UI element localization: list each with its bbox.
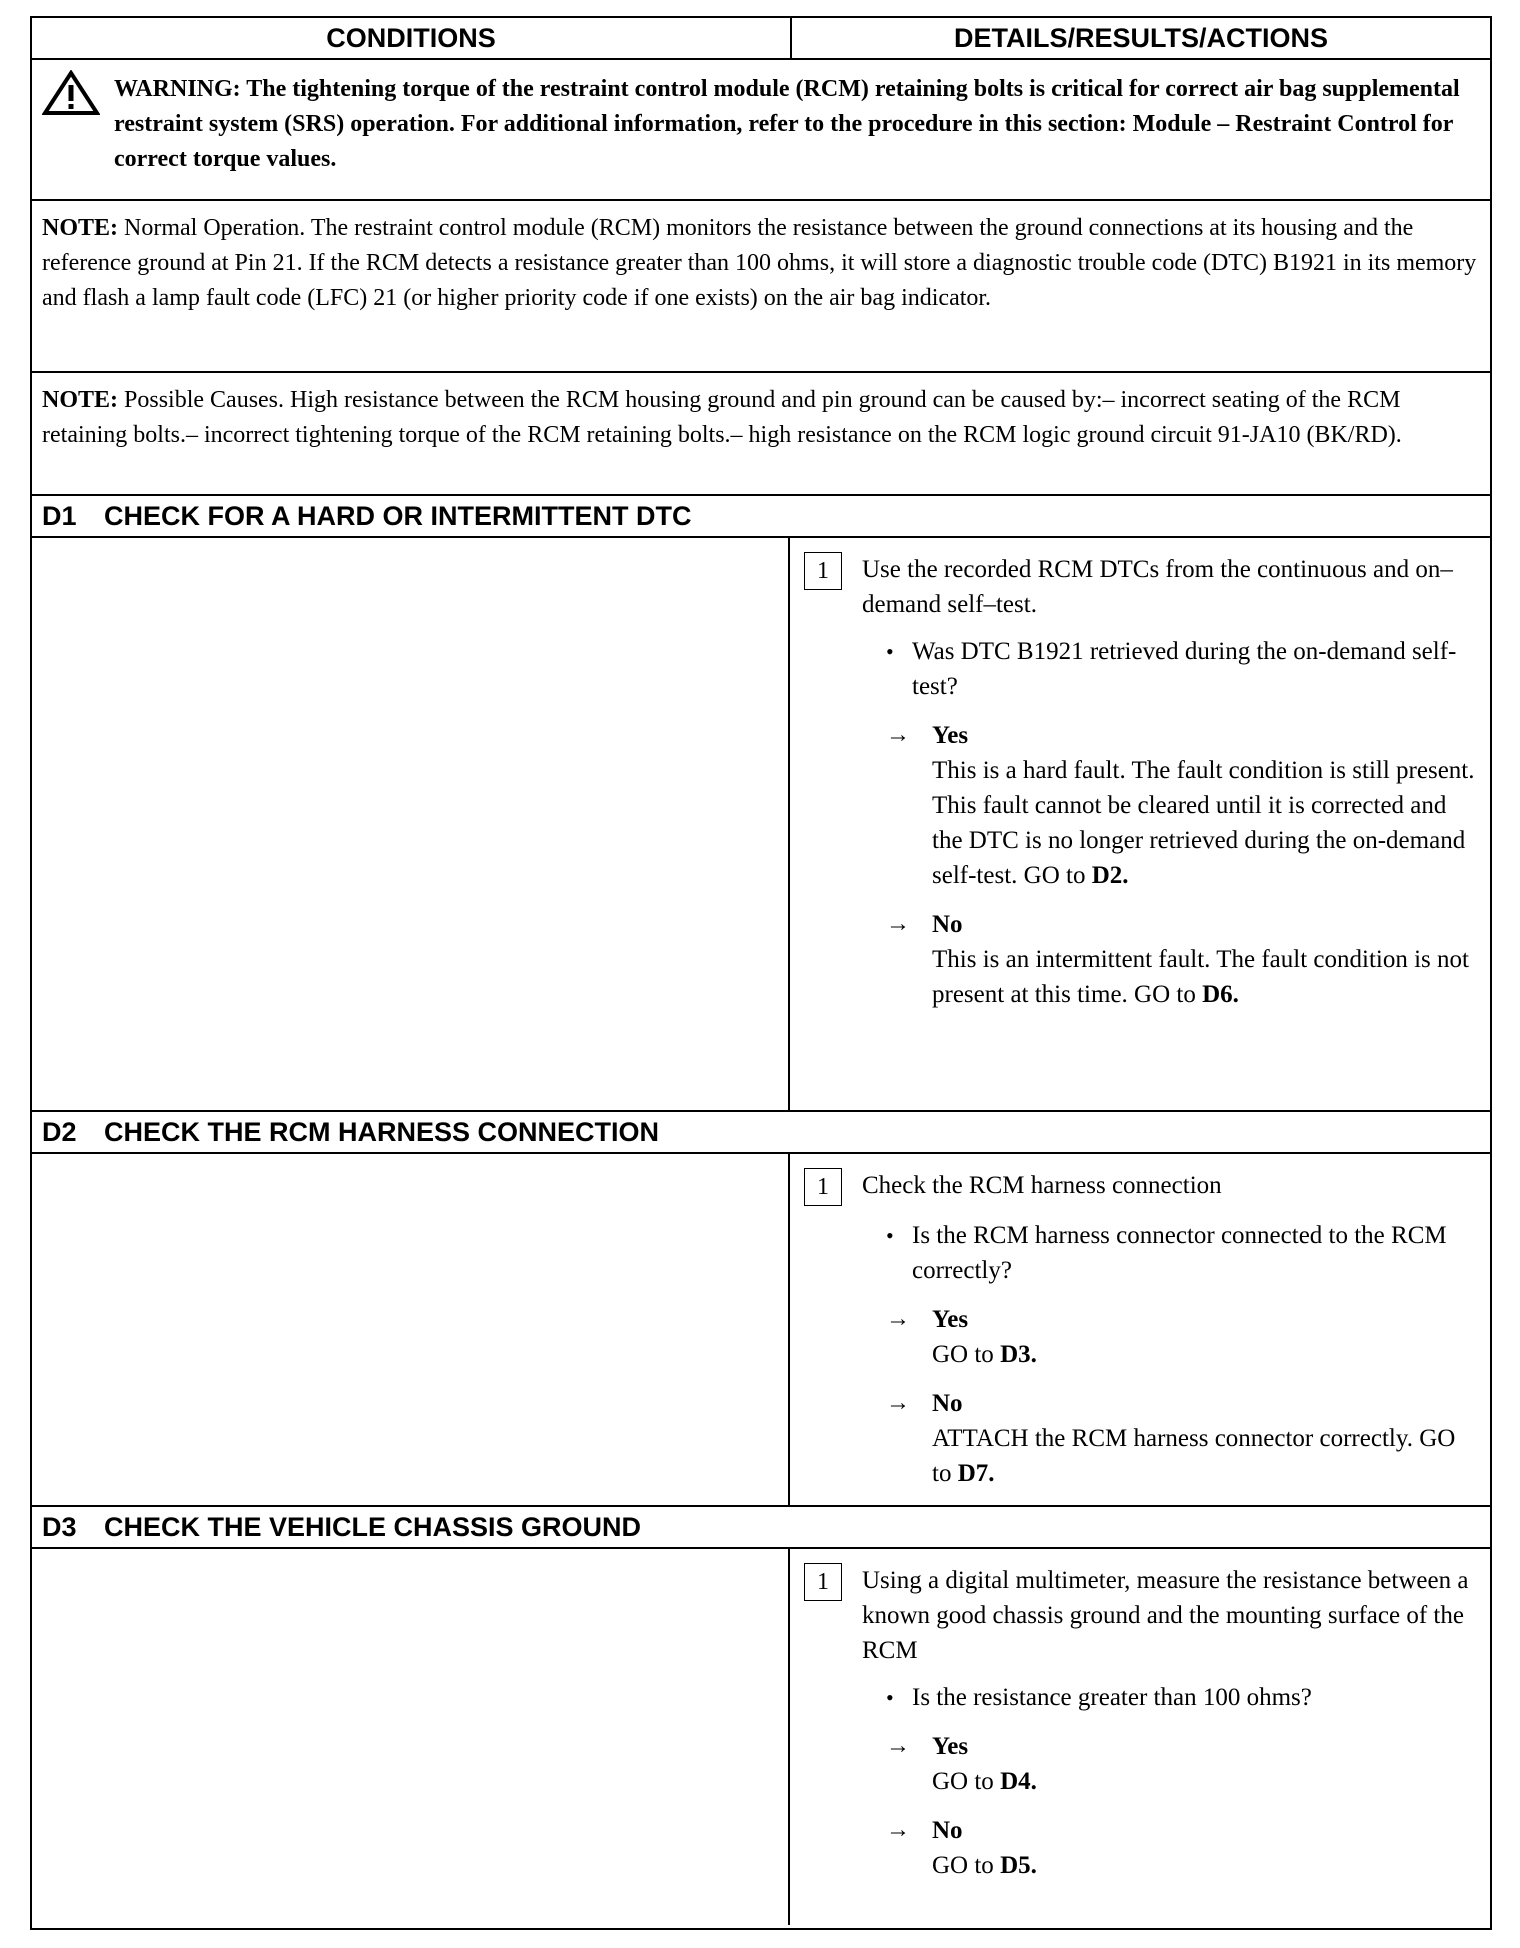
goto-target: D7. (957, 1460, 995, 1487)
note-text: Normal Operation. The restraint control module (RCM) monitors the resistance between the ground connections at its housing and the reference ground at Pin 21. If the RCM detects a resistance greater than 100 ohms, it will store a diagnostic trouble code (DTC) B1921 in its memory and flash a lamp fault code (LFC) 21 (or higher priority code if one exists) on the air bag indicator. (42, 215, 1477, 311)
arrow-right-icon: → (886, 1817, 910, 1843)
section-title-d3 (32, 1507, 1490, 1549)
header-conditions: CONDITIONS (32, 18, 792, 58)
warning-block (32, 60, 1490, 201)
note-normal-operation (32, 201, 1490, 373)
step-number-box: 1 (804, 1563, 842, 1601)
branch-label: No (932, 911, 963, 938)
branch-label: No (932, 1817, 963, 1844)
step-text: Use the recorded RCM DTCs from the continuous and on–demand self–test. (862, 556, 1453, 618)
branch-action: This is an intermittent fault. The fault condition is not present at this time. GO to (932, 946, 1469, 1008)
branch-label: Yes (932, 1306, 969, 1333)
section-title-text: CHECK THE RCM HARNESS CONNECTION (104, 1116, 660, 1147)
note-label: NOTE: (42, 387, 119, 413)
note-text: Possible Causes. High resistance between the RCM housing ground and pin ground can be caused by:– incorrect seating of the RCM retaining bolts.– incorrect tightening torque of the RCM retaining bolts.– high resistance on the RCM logic ground circuit 91-JA10 (BK/RD). (42, 387, 1402, 448)
conditions-cell (32, 1549, 790, 1925)
details-cell (790, 1549, 1490, 1925)
branch-no (886, 1386, 1480, 1491)
table-header (32, 18, 1490, 60)
branch-action: ATTACH the RCM harness connector correctly. GO to (932, 1425, 1456, 1487)
section-title-d1 (32, 496, 1490, 538)
branch-yes (886, 718, 1480, 893)
section-code: D2 (42, 1116, 77, 1147)
section-code: D3 (42, 1511, 77, 1542)
step-text: Check the RCM harness connection (862, 1172, 1222, 1199)
arrow-right-icon: → (886, 1390, 910, 1416)
section-title-d2 (32, 1112, 1490, 1154)
branch-label: Yes (932, 722, 969, 749)
goto-target: D5. (1000, 1852, 1037, 1879)
section-title-text: CHECK FOR A HARD OR INTERMITTENT DTC (104, 500, 692, 531)
header-details: DETAILS/RESULTS/ACTIONS (953, 22, 1328, 53)
question-text: Is the RCM harness connector connected to the RCM correctly? (912, 1222, 1447, 1284)
section-row-d1 (32, 538, 1490, 1112)
arrow-right-icon: → (886, 1306, 910, 1332)
step-text: Using a digital multimeter, measure the resistance between a known good chassis ground and the mounting surface of the RCM (862, 1567, 1469, 1664)
branch-no (886, 907, 1480, 1012)
step-number-box: 1 (804, 552, 842, 590)
bullet-icon: • (886, 639, 894, 664)
section-row-d3 (32, 1549, 1490, 1925)
note-possible-causes (32, 373, 1490, 496)
branch-no (886, 1813, 1480, 1883)
conditions-cell (32, 1154, 790, 1505)
branch-yes (886, 1302, 1480, 1372)
branch-label: No (932, 1390, 963, 1417)
conditions-cell (32, 538, 790, 1110)
arrow-right-icon: → (886, 1733, 910, 1759)
branch-action: GO to (932, 1852, 1001, 1879)
section-code: D1 (42, 500, 77, 531)
question-text: Was DTC B1921 retrieved during the on-demand self-test? (912, 638, 1457, 700)
note-label: NOTE: (42, 215, 119, 241)
branch-action: GO to (932, 1768, 1001, 1795)
goto-target: D3. (1000, 1341, 1037, 1368)
branch-action: GO to (932, 1341, 1001, 1368)
warning-text: WARNING: The tightening torque of the restraint control module (RCM) retaining bolts is critical for correct air bag supplemental restraint system (SRS) operation. For additional information, refer to the procedure in this section: Module – Restraint Control for correct torque values. (114, 76, 1460, 172)
details-cell (790, 538, 1490, 1110)
warning-triangle-icon (42, 70, 100, 116)
section-row-d2 (32, 1154, 1490, 1507)
branch-action: This is a hard fault. The fault condition is still present. This fault cannot be cleared until it is corrected and the DTC is no longer retrieved during the on-demand self-test. GO to (932, 757, 1475, 889)
goto-target: D6. (1202, 981, 1239, 1008)
goto-target: D2. (1091, 862, 1129, 889)
branch-yes (886, 1729, 1480, 1799)
bullet-icon: • (886, 1223, 894, 1248)
bullet-icon: • (886, 1685, 894, 1710)
goto-target: D4. (1000, 1768, 1037, 1795)
branch-label: Yes (932, 1733, 969, 1760)
arrow-right-icon: → (886, 722, 910, 748)
details-cell (790, 1154, 1490, 1505)
section-title-text: CHECK THE VEHICLE CHASSIS GROUND (104, 1511, 642, 1542)
arrow-right-icon: → (886, 911, 910, 937)
diagnostic-table (30, 16, 1492, 1930)
step-number-box: 1 (804, 1168, 842, 1206)
question-text: Is the resistance greater than 100 ohms? (912, 1684, 1312, 1711)
